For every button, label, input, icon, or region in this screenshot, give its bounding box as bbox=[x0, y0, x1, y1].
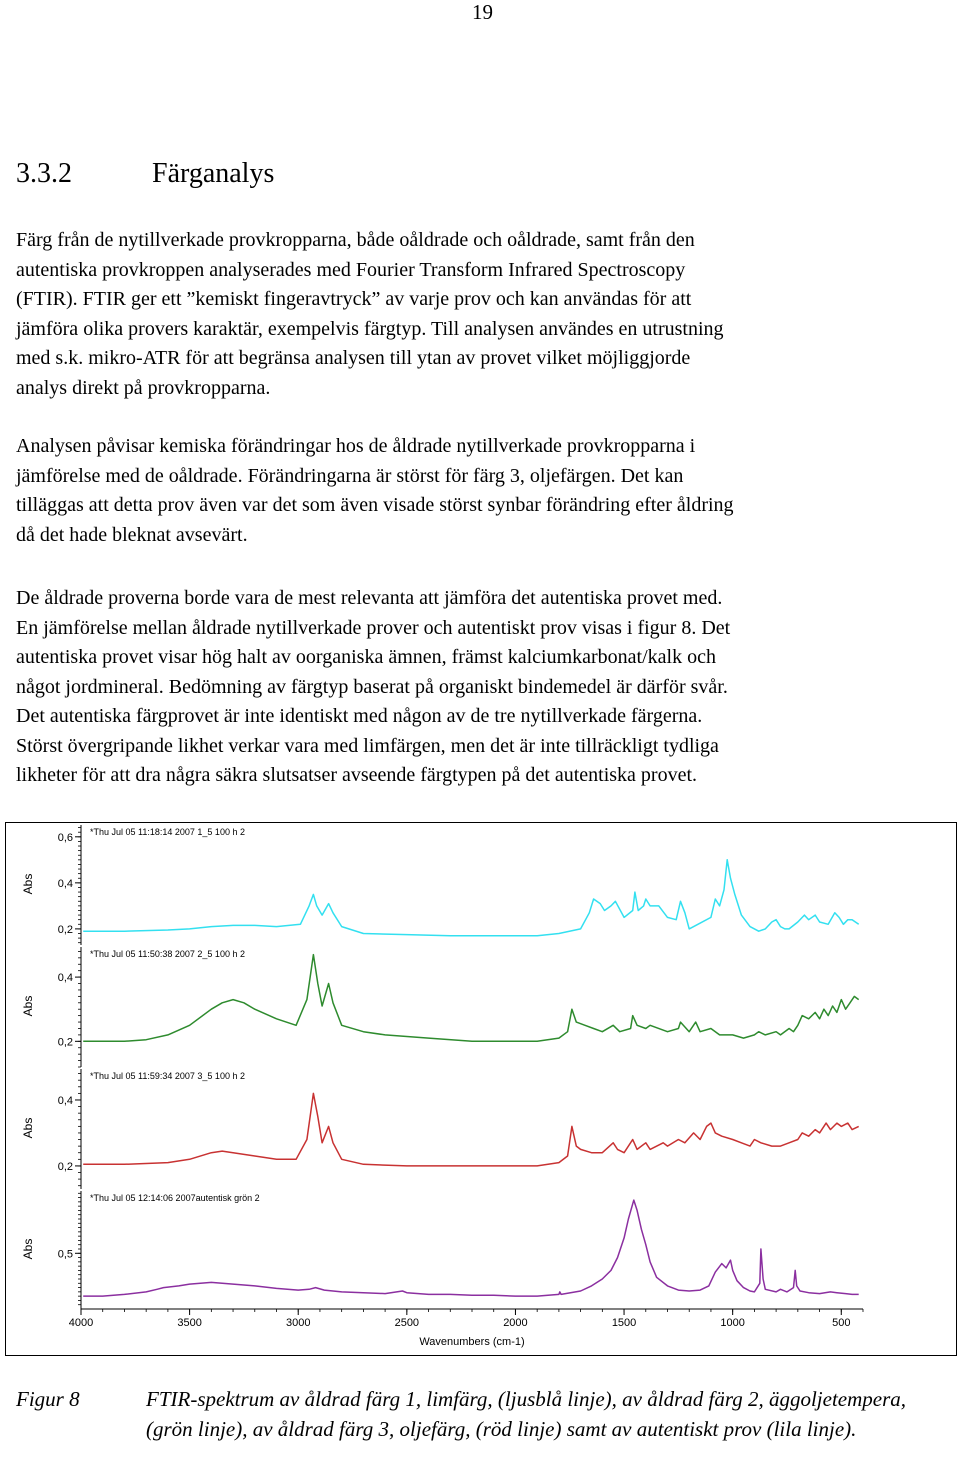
y-tick-label: 0,4 bbox=[57, 972, 73, 985]
spectrum-line bbox=[83, 1200, 859, 1296]
x-tick-label: 2000 bbox=[503, 1317, 528, 1329]
paragraph-line: autentiska provkroppen analyserades med Fourier Transform Infrared Spectroscopy bbox=[16, 258, 686, 281]
x-tick-label: 4000 bbox=[68, 1317, 94, 1329]
paragraph-line: med s.k. mikro-ATR för att begränsa analysen till ytan av provet vilket möjliggjorde bbox=[16, 347, 691, 369]
paragraph-line: jämförelse med de oåldrade. Förändringarna är störst för färg 3, oljefärgen. Det kan bbox=[16, 464, 684, 487]
y-axis-title: Abs bbox=[21, 1238, 35, 1260]
paragraph-line: analys direkt på provkropparna. bbox=[16, 376, 271, 399]
x-axis-title: Wavenumbers (cm-1) bbox=[419, 1336, 525, 1348]
paragraph-line: De åldrade proverna borde vara de mest relevanta att jämföra det autentiska provet med. bbox=[16, 587, 723, 609]
x-tick-label: 500 bbox=[832, 1317, 851, 1329]
series-name: *Thu Jul 05 11:18:14 2007 1_5 100 h 2 bbox=[90, 827, 245, 837]
paragraph-line: autentiska provet visar hög halt av oorganiska ämnen, främst kalciumkarbonat/kalk och bbox=[16, 646, 716, 668]
page-number: 19 bbox=[472, 0, 493, 24]
y-axis-title: Abs bbox=[21, 873, 35, 895]
paragraph-line: då det hade bleknat avsevärt. bbox=[16, 523, 248, 546]
y-tick-label: 0,2 bbox=[57, 923, 73, 936]
series-name: *Thu Jul 05 11:59:34 2007 3_5 100 h 2 bbox=[90, 1071, 245, 1081]
paragraph-3 bbox=[16, 584, 946, 791]
paragraph-line: En jämförelse mellan åldrade nytillverkade prover och autentiskt prov visas i figur 8. Det bbox=[16, 616, 731, 639]
y-tick-label: 0,4 bbox=[57, 877, 73, 890]
caption-text: FTIR-spektrum av åldrad färg 1, limfärg, (ljusblå linje), av åldrad färg 2, äggoljetempera, (grön linje), av åldrad färg 3, oljefärg, (röd linje) samt av autentiskt prov (lila linje). bbox=[146, 1387, 907, 1441]
spectrum-line bbox=[83, 860, 859, 936]
section-title: Färganalys bbox=[152, 158, 275, 189]
x-tick-label: 3500 bbox=[177, 1317, 202, 1329]
paragraph-2 bbox=[16, 432, 946, 550]
x-tick-label: 3000 bbox=[285, 1317, 311, 1329]
paragraph-line: något jordmineral. Bedömning av färgtyp baserat på organiskt bindemedel är därför svår. bbox=[16, 675, 728, 698]
ftir-figure bbox=[5, 822, 957, 1356]
series-name: *Thu Jul 05 11:50:38 2007 2_5 100 h 2 bbox=[90, 949, 245, 959]
y-tick-label: 0,4 bbox=[57, 1094, 73, 1107]
paragraph-line: likheter för att dra några säkra slutsatser avseende färgtypen på det autentiska provet. bbox=[16, 764, 698, 786]
spectrum-line bbox=[83, 955, 859, 1042]
y-tick-label: 0,6 bbox=[57, 831, 73, 844]
paragraph-line: jämföra olika provers karaktär, exempelvis färgtyp. Till analysen användes en utrustning bbox=[16, 317, 724, 340]
paragraph-line: tilläggas att detta prov även var det som även visade störst synbar förändring efter åldring bbox=[16, 494, 734, 516]
paragraph-line: Det autentiska färgprovet är inte identiskt med någon av de tre nytillverkade färgerna. bbox=[16, 705, 703, 727]
paragraph-line: Analysen påvisar kemiska förändringar hos de åldrade nytillverkade provkropparna i bbox=[16, 435, 696, 457]
x-tick-label: 1500 bbox=[611, 1317, 637, 1329]
ftir-spectra-chart bbox=[6, 823, 956, 1355]
paragraph-line: Färg från de nytillverkade provkropparna, både oåldrade och oåldrade, samt från den bbox=[16, 229, 695, 251]
y-tick-label: 0,2 bbox=[57, 1036, 73, 1049]
spectrum-line bbox=[83, 1093, 859, 1166]
x-tick-label: 2500 bbox=[394, 1317, 420, 1329]
y-tick-label: 0,5 bbox=[57, 1248, 73, 1261]
x-tick-label: 1000 bbox=[720, 1317, 745, 1329]
y-axis-title: Abs bbox=[21, 1117, 35, 1139]
section-heading bbox=[16, 158, 274, 190]
paragraph-line: Störst övergripande likhet verkar vara med limfärgen, men det är inte tillräckligt tydliga bbox=[16, 734, 719, 757]
paragraph-line: (FTIR). FTIR ger ett ”kemiskt fingeravtryck” av varje prov och kan användas för att bbox=[16, 288, 692, 310]
paragraph-1 bbox=[16, 226, 946, 403]
y-tick-label: 0,2 bbox=[57, 1160, 73, 1173]
series-name: *Thu Jul 05 12:14:06 2007autentisk grön 2 bbox=[90, 1193, 260, 1203]
caption-label: Figur 8 bbox=[16, 1387, 80, 1411]
section-number: 3.3.2 bbox=[16, 158, 72, 189]
y-axis-title: Abs bbox=[21, 995, 35, 1017]
